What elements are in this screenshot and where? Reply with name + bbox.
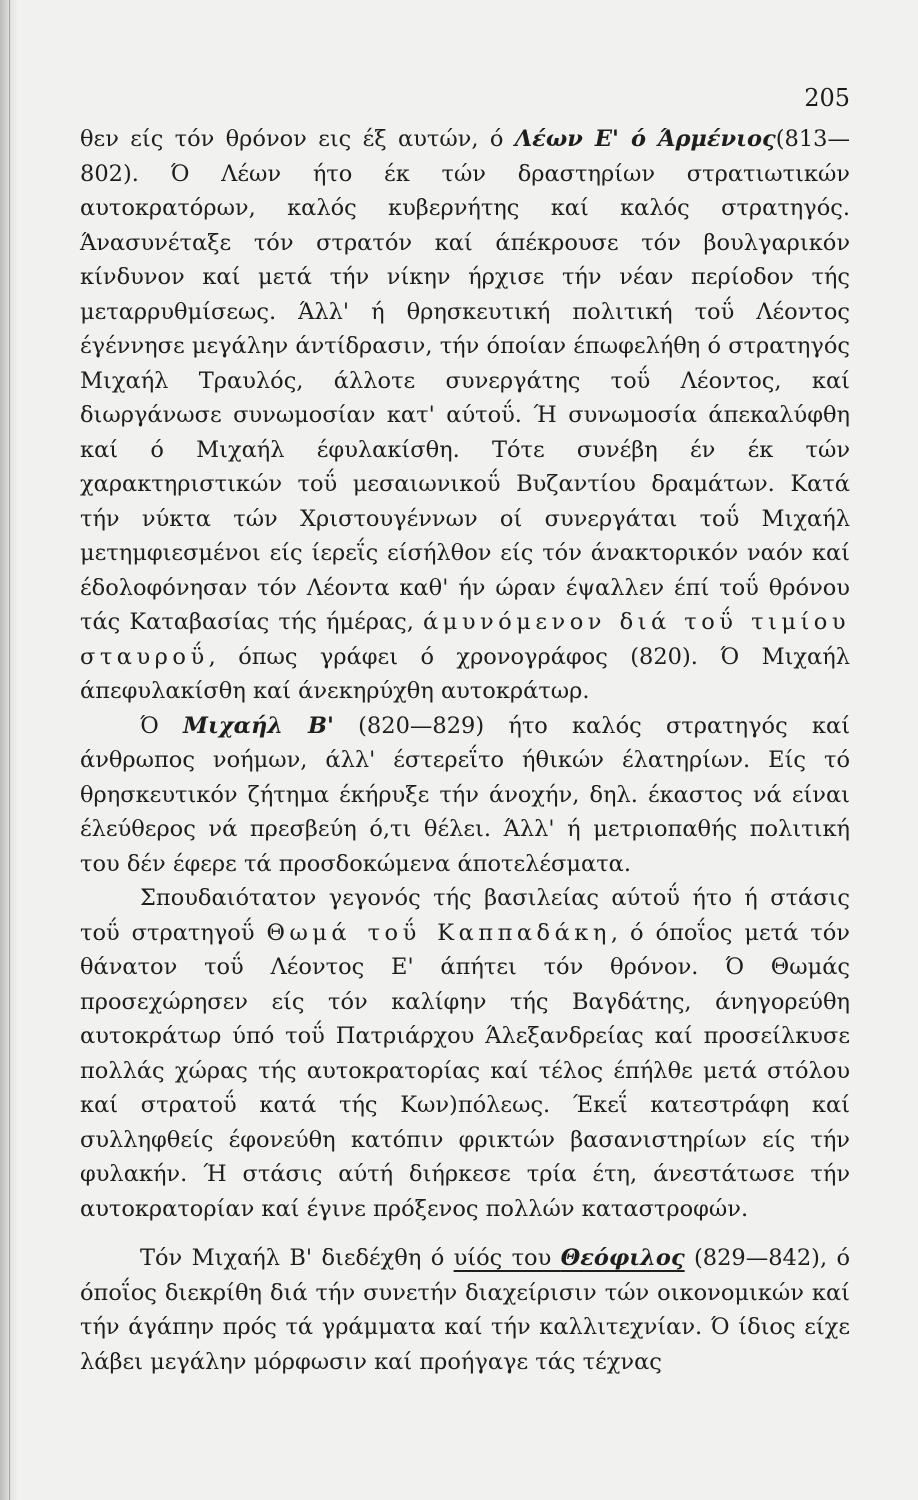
text-segment: θεν είς τόν θρόνον εις έξ αυτών, ό bbox=[80, 126, 515, 152]
spaced-name-thomas: Θωμά τοΰ Καππαδάκη bbox=[266, 919, 611, 946]
paragraph-theophilos bbox=[80, 1241, 850, 1379]
text-segment: , ό όποΐος μετά τόν θάνατον τοΰ Λέοντος Ε' άπήτει τόν θρόνον. Ό Θωμάς προσεχώρησεν είς τόν καλίφην τής Βαγδάτης, άνηγορεύθη αυτοκράτωρ ύπό τοΰ Πατριάρχου Άλεξανδρείας καί προσείλκυσε πολλάς χώρας τής αυτοκρατορίας καί τέλος έπήλθε μετά στόλου καί στρατοΰ κατά τής Κων)πόλεως. Έκεΐ κατεστράφη καί συλληφθείς έφονεύθη κατόπιν φρικτών βασανιστηρίων είς τήν φυλακήν. Ή στάσις αύτή διήρκεσε τρία έτη, άνεστάτωσε τήν αυτοκρατορίαν καί έγινε πρόξενος πολλών καταστροφών. bbox=[80, 919, 850, 1222]
paragraph-leo-v bbox=[80, 122, 850, 709]
body-text bbox=[80, 122, 850, 1379]
spaced-quote: άμυνόμενον διά τοΰ τιμίου σταυροΰ bbox=[80, 609, 851, 670]
ruler-name-theophilos: Θεόφιλος bbox=[560, 1245, 685, 1271]
underlined-text: υίός του bbox=[453, 1245, 561, 1271]
paragraph-thomas-revolt bbox=[80, 881, 850, 1226]
text-segment: Ό bbox=[140, 712, 184, 739]
ruler-name-michael-ii: Μιχαήλ Β' bbox=[183, 712, 334, 739]
paragraph-michael-ii bbox=[80, 709, 850, 882]
page-binding-edge bbox=[0, 0, 18, 1500]
binding-line bbox=[9, 0, 10, 1500]
text-segment: , όπως γράφει ό χρονογράφος (820). Ό Μιχαήλ άπεφυλακίσθη καί άνεκηρύχθη αυτοκράτωρ. bbox=[80, 643, 850, 704]
text-segment: Τόν Μιχαήλ Β' διεδέχθη ό bbox=[140, 1245, 454, 1271]
page-number: 205 bbox=[804, 84, 850, 112]
text-segment: (829—842), ό όποΐος διεκρίθη διά τήν συνετήν διαχείρισιν τών οικονομικών καί τήν άγάπην πρός τά γράμματα καί τήν καλλιτεχνίαν. Ό ίδιος είχε λάβει μεγάλην μόρφωσιν καί προήγαγε τάς τέχνας bbox=[80, 1245, 850, 1375]
ruler-name-leo-v: Λέων Ε' ό Άρμένιος bbox=[514, 126, 776, 152]
text-segment: (820—829) ήτο καλός στρατηγός καί άνθρωπος νοήμων, άλλ' έστερεΐτο ήθικών έλατηρίων. Είς τό θρησκευτικόν ζήτημα έκήρυξε τήν άνοχήν, δηλ. έκαστος νά είναι έλεύθερος νά πρεσβεύη ό,τι θέλει. Άλλ' ή μετριοπαθής πολιτική του δέν έφερε τά προσδοκώμενα άποτελέσματα. bbox=[80, 712, 851, 877]
text-segment: Σπουδαιότατον γεγονός τής βασιλείας αύτοΰ ήτο ή στάσις τοΰ στρατηγοΰ bbox=[80, 885, 850, 946]
text-segment: (813—802). Ό Λέων ήτο έκ τών δραστηρίων στρατιωτικών αυτοκρατόρων, καλός κυβερνήτης καί καλός στρατηγός. Άνασυνέταξε τόν στρατόν καί άπέκρουσε τόν βουλγαρικόν κίνδυνον καί μετά τήν νίκην ήρχισε τήν νέαν περίοδον τής μεταρρυθμίσεως. Άλλ' ή θρησκευτική πολιτική τοΰ Λέοντος έγέννησε μεγάλην άντίδρασιν, τήν όποίαν έπωφελήθη ό στρατηγός Μιχαήλ Τραυλός, άλλοτε συνεργάτης τοΰ Λέοντος, καί διωργάνωσε συνωμοσίαν κατ' αύτοΰ. Ή συνωμοσία άπεκαλύφθη καί ό Μιχαήλ έφυλακίσθη. Τότε συνέβη έν έκ τών χαρακτηριστικών τοΰ μεσαιωνικοΰ Βυζαντίου δραμάτων. Κατά τήν νύκτα τών Χριστουγέννων οί συνεργάται τοΰ Μιχαήλ μετημφιεσμένοι είς ίερεΐς είσήλθον είς τόν άνακτορικόν ναόν καί έδολοφόνησαν τόν Λέοντα καθ' ήν ώραν έψαλλεν έπί τοΰ θρόνου τάς Καταβασίας τής ήμέρας, bbox=[80, 126, 850, 635]
